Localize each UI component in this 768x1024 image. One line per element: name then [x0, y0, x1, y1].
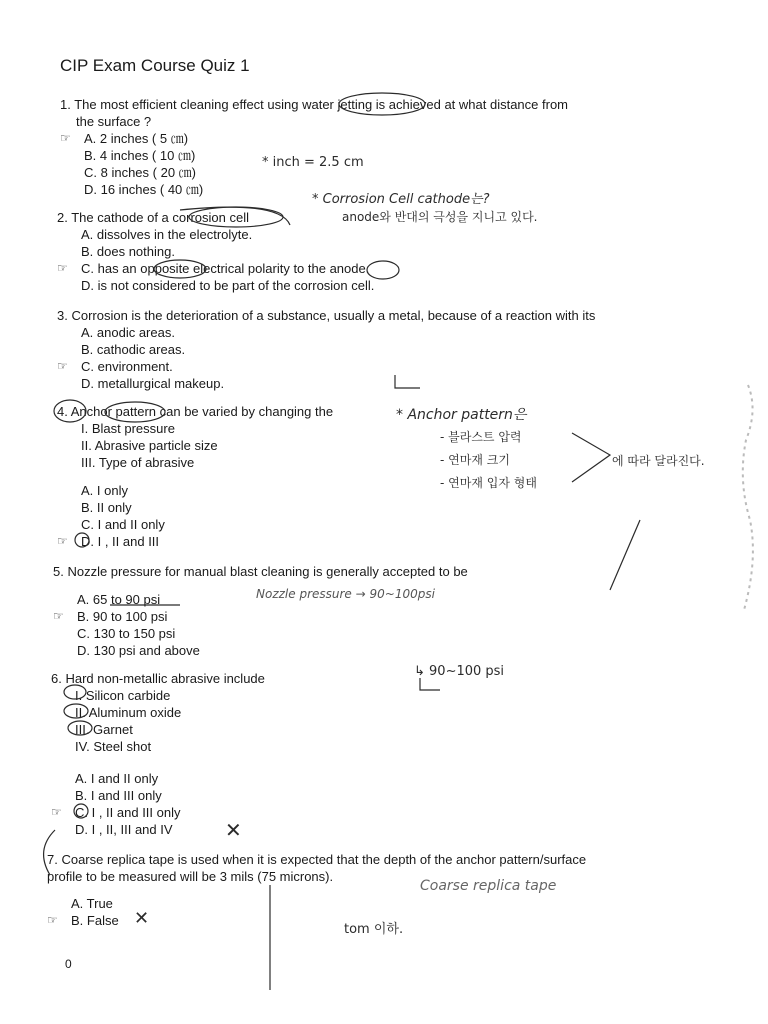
question-6-item-3: III. Garnet: [75, 722, 133, 737]
nozzle-arrow: [610, 520, 640, 590]
question-1-option-d[interactable]: D. 16 inches ( 40 ㎝): [84, 182, 204, 197]
page-number: 0: [65, 957, 72, 971]
question-2-option-c[interactable]: ☞ C. has an opposite electrical polarity to the anode.: [57, 261, 370, 276]
question-5-option-d[interactable]: D. 130 psi and above: [77, 643, 200, 658]
question-7-stem-line-1: 7. Coarse replica tape is used when it is expected that the depth of the anchor pattern/surface: [47, 852, 587, 867]
question-1-stem-line-1: 1. The most efficient cleaning effect using water jetting is achieved at what distance from: [60, 97, 569, 112]
question-6-item-4: IV. Steel shot: [75, 739, 152, 754]
note-anchor-item-2: - 연마재 크기: [440, 453, 510, 467]
note-mil: tom 이하.: [344, 922, 404, 937]
question-5: [53, 563, 573, 659]
question-6-option-c[interactable]: ☞ C. I , II and III only: [51, 805, 181, 820]
question-2-option-a[interactable]: A. dissolves in the electrolyte.: [81, 227, 253, 242]
question-1: [60, 96, 700, 198]
scan-edge-marks: [728, 380, 762, 620]
page-title: CIP Exam Course Quiz 1: [60, 56, 250, 75]
cross-mark-q7: ✕: [134, 908, 150, 929]
question-6-option-a[interactable]: A. I and II only: [75, 771, 159, 786]
note-anchor-result: 에 따라 달라진다.: [612, 454, 705, 468]
cross-mark-q6: ✕: [225, 818, 242, 842]
question-5-stem: 5. Nozzle pressure for manual blast cleaning is generally accepted to be: [53, 564, 468, 579]
question-6-option-b[interactable]: B. I and III only: [75, 788, 162, 803]
answer-marker-icon: ☞: [53, 609, 64, 623]
question-6-item-1: I. Silicon carbide: [75, 688, 171, 703]
note-anchor-title: * Anchor pattern은: [396, 407, 527, 423]
answer-marker-icon: ☞: [47, 913, 58, 927]
question-2-option-d[interactable]: D. is not considered to be part of the corrosion cell.: [81, 278, 375, 293]
question-1-option-c[interactable]: C. 8 inches ( 20 ㎝): [84, 165, 196, 180]
question-4-item-3: III. Type of abrasive: [81, 455, 195, 470]
question-2-stem: 2. The cathode of a corrosion cell: [57, 210, 249, 225]
note-inch: * inch = 2.5 cm: [262, 155, 364, 170]
question-4-option-d[interactable]: ☞ D. I , II and III: [57, 534, 160, 549]
question-4-item-1: I. Blast pressure: [81, 421, 175, 436]
question-3-stem: 3. Corrosion is the deterioration of a substance, usually a metal, because of a reaction with its: [57, 308, 596, 323]
note-psi: ↳ 90~100 psi: [414, 664, 505, 679]
question-7-stem-line-2: profile to be measured will be 3 mils (75 microns).: [47, 869, 334, 884]
question-6: [51, 670, 411, 838]
question-1-option-a[interactable]: ☞ A. 2 inches ( 5 ㎝): [60, 131, 189, 146]
question-2-option-b[interactable]: B. does nothing.: [81, 244, 175, 259]
question-3: [57, 307, 737, 392]
question-1-stem-line-2: the surface ?: [76, 114, 152, 129]
answer-marker-icon: ☞: [60, 131, 71, 145]
answer-marker-icon: ☞: [57, 261, 68, 275]
anchor-brace: [572, 433, 610, 482]
question-7-option-b[interactable]: ☞ B. False: [47, 913, 119, 928]
question-4-option-a[interactable]: A. I only: [81, 483, 128, 498]
question-5-option-b[interactable]: ☞ B. 90 to 100 psi: [53, 609, 168, 624]
question-4-option-c[interactable]: C. I and II only: [81, 517, 165, 532]
psi-arrow: [420, 678, 440, 690]
question-5-option-a[interactable]: A. 65 to 90 psi: [77, 592, 161, 607]
question-6-item-2: II. Aluminum oxide: [75, 705, 182, 720]
answer-marker-icon: ☞: [57, 534, 68, 548]
answer-marker-icon: ☞: [51, 805, 62, 819]
question-4: [57, 403, 437, 550]
question-4-option-b[interactable]: B. II only: [81, 500, 132, 515]
note-anode: anode와 반대의 극성을 지니고 있다.: [342, 210, 538, 224]
question-6-stem: 6. Hard non-metallic abrasive include: [51, 671, 265, 686]
note-coarse-replica: Coarse replica tape: [420, 878, 557, 894]
answer-marker-icon: ☞: [57, 359, 68, 373]
question-3-option-b[interactable]: B. cathodic areas.: [81, 342, 186, 357]
question-6-option-d[interactable]: D. I , II, III and IV: [75, 822, 173, 837]
scan-edge-icon: [728, 380, 762, 620]
note-corrosion-cathode: * Corrosion Cell cathode는?: [312, 192, 490, 207]
question-5-option-c[interactable]: C. 130 to 150 psi: [77, 626, 176, 641]
note-anchor-item-3: - 연마재 입자 형태: [440, 476, 537, 490]
question-4-stem: 4. Anchor pattern can be varied by changing the: [57, 404, 334, 419]
question-3-option-d[interactable]: D. metallurgical makeup.: [81, 376, 225, 391]
question-3-option-c[interactable]: ☞ C. environment.: [57, 359, 173, 374]
note-anchor-item-1: - 블라스트 압력: [440, 430, 522, 444]
question-1-option-b[interactable]: B. 4 inches ( 10 ㎝): [84, 148, 196, 163]
note-nozzle-pressure: Nozzle pressure → 90~100psi: [256, 587, 435, 601]
question-4-item-2: II. Abrasive particle size: [81, 438, 218, 453]
question-7-option-a[interactable]: A. True: [71, 896, 113, 911]
question-3-option-a[interactable]: A. anodic areas.: [81, 325, 175, 340]
